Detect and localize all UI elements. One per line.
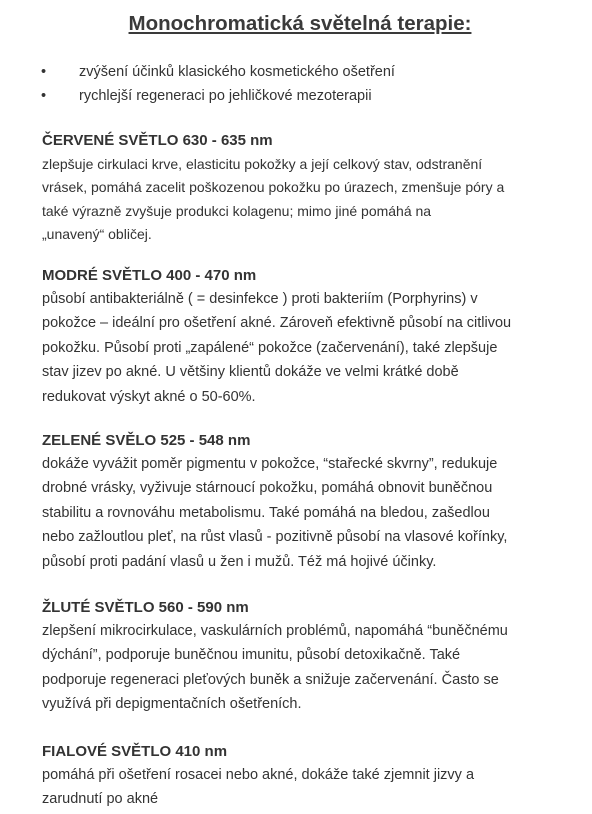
paragraph-line: zlepšuje cirkulaci krve, elasticitu pokožky a její celkový stav, odstranění	[42, 156, 483, 172]
paragraph-line: „unavený“ obličej.	[42, 225, 152, 242]
benefits-list	[41, 60, 395, 108]
section-yellow-light	[42, 597, 582, 717]
paragraph-line: dokáže vyvážit poměr pigmentu v pokožce, “stařecké skvrny”, redukuje	[42, 456, 498, 472]
paragraph-line: nebo zažloutlou pleť, na růst vlasů - pozitivně působí na vlasové kořínky,	[42, 529, 508, 546]
section-heading: FIALOVÉ SVĚTLO 410 nm	[42, 743, 228, 760]
paragraph-line: drobné vrásky, vyživuje stárnoucí pokožku, pomáhá obnovit buněčnou	[42, 480, 493, 497]
paragraph-line: využívá při depigmentačních ošetřeních.	[42, 696, 302, 713]
paragraph-line: také výrazně zvyšuje produkci kolagenu; mimo jiné pomáhá na	[42, 202, 432, 219]
paragraph-line: působí proti padání vlasů u žen i mužů. Též má hojivé účinky.	[42, 553, 437, 570]
list-item-text: rychlejší regeneraci po jehličkové mezoterapii	[79, 88, 372, 104]
paragraph-line: vrásek, pomáhá zacelit poškozenou pokožku po úrazech, zmenšuje póry a	[42, 179, 505, 196]
paragraph-line: podporuje regeneraci pleťových buněk a snižuje začervenání. Často se	[42, 671, 499, 688]
paragraph-line: redukovat výskyt akné o 50-60%.	[42, 388, 256, 405]
section-violet-light	[42, 741, 582, 812]
paragraph-line: zarudnutí po akné	[42, 791, 159, 808]
paragraph-line: stav jizev po akné. U většiny klientů dokáže ve velmi krátké době	[42, 364, 459, 381]
bullet-icon: •	[41, 64, 47, 80]
section-heading: ZELENÉ SVĚLO 525 - 548 nm	[42, 432, 251, 449]
paragraph-line: zlepšení mikrocirkulace, vaskulárních problémů, napomáhá “buněčnému	[42, 623, 508, 639]
paragraph-line: pomáhá při ošetření rosacei nebo akné, dokáže také zjemnit jizvy a	[42, 767, 475, 783]
list-item	[41, 60, 395, 84]
section-heading: MODRÉ SVĚTLO 400 - 470 nm	[42, 267, 257, 284]
section-green-light	[42, 430, 582, 574]
paragraph-line: pokožce – ideální pro ošetření akné. Zároveň efektivně působí na citlivou	[42, 315, 512, 332]
bullet-icon: •	[41, 88, 47, 104]
section-heading: ŽLUTÉ SVĚTLO 560 - 590 nm	[42, 599, 249, 616]
section-blue-light	[42, 265, 582, 409]
paragraph-line: dýchání”, podporuje buněčnou imunitu, působí detoxikačně. Také	[42, 647, 461, 664]
section-red-light	[42, 130, 582, 246]
paragraph-line: stabilitu a rovnováhu metabolismu. Také pomáhá na bledou, zašedlou	[42, 504, 490, 521]
list-item	[41, 84, 395, 108]
paragraph-line: pokožku. Působí proti „zapálené“ pokožce (začervenání), také zlepšuje	[42, 339, 498, 356]
section-heading: ČERVENÉ SVĚTLO 630 - 635 nm	[42, 132, 273, 149]
list-item-text: zvýšení účinků klasického kosmetického ošetření	[79, 64, 395, 80]
paragraph-line: působí antibakteriálně ( = desinfekce ) proti bakteriím (Porphyrins) v	[42, 291, 478, 307]
page-title: Monochromatická světelná terapie:	[128, 12, 472, 35]
